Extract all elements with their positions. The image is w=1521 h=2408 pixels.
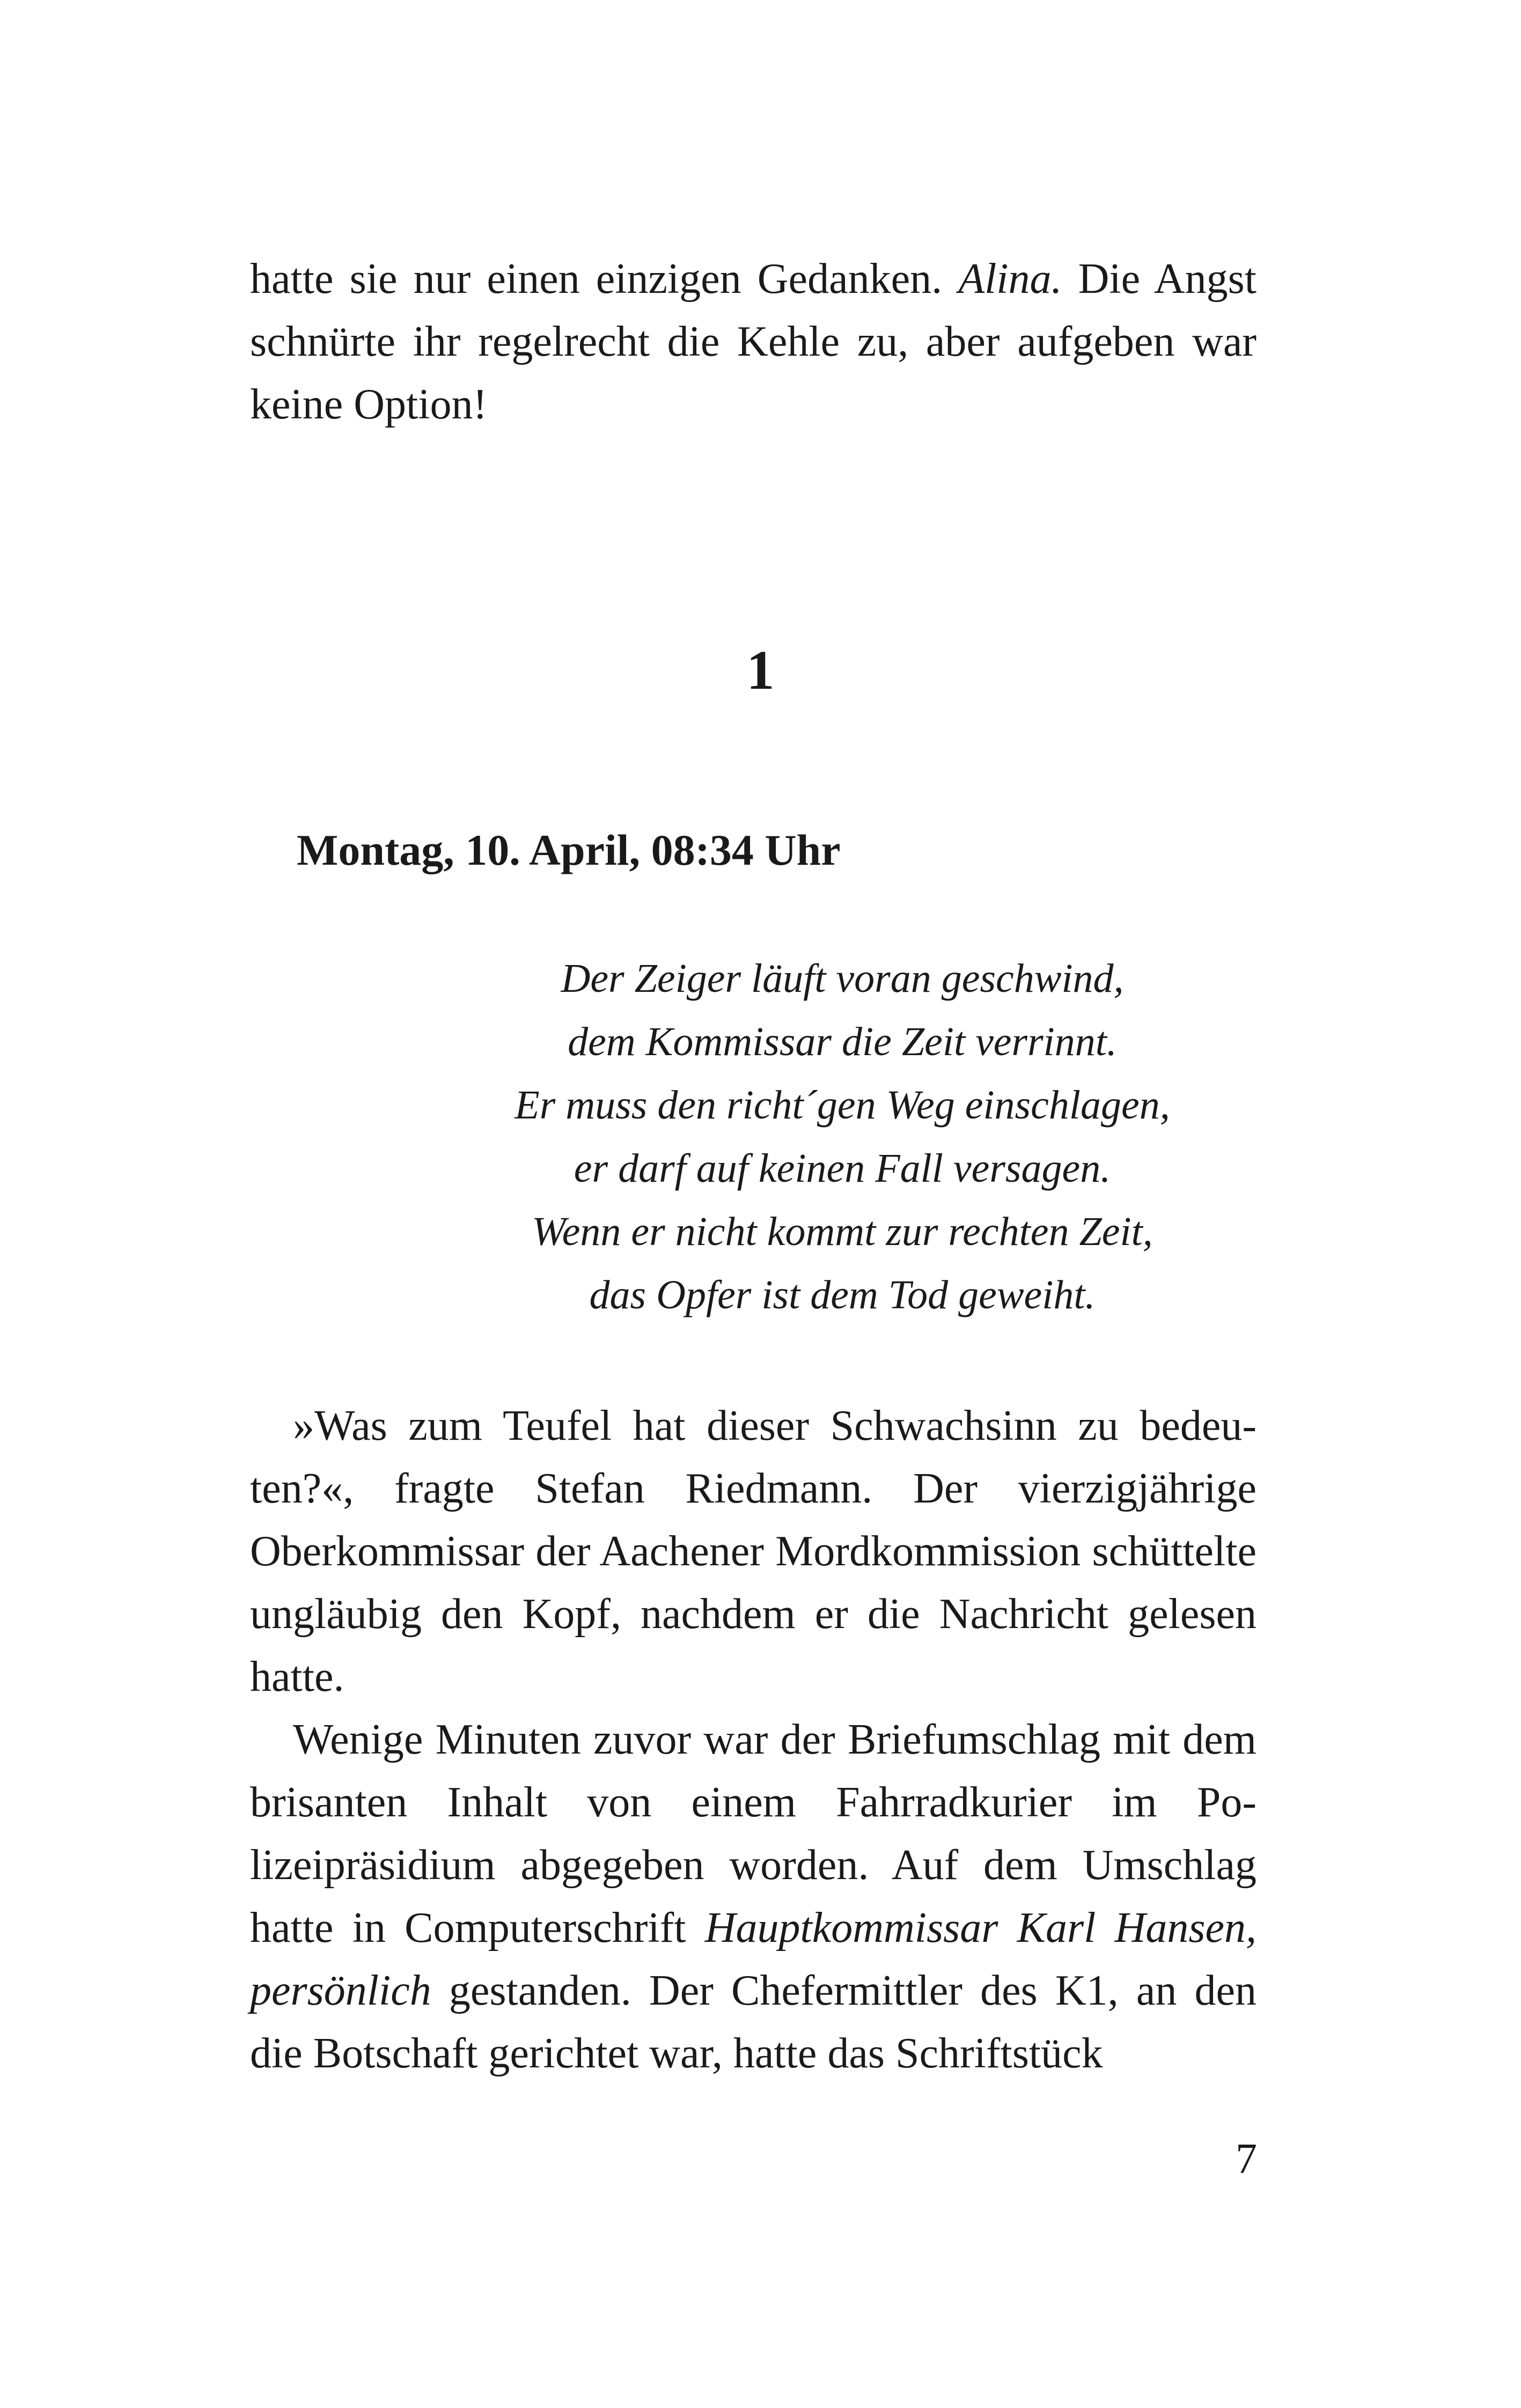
intro-name-italic: Alina. (958, 255, 1062, 303)
body-paragraph-2-end: gestanden. Der Chefermittler des K1, an den die Botschaft gerichtet war, hatte das Schriftstück (250, 1967, 1257, 2077)
chapter-number: 1 (746, 639, 775, 701)
body-paragraph-2-start: Wenige Minuten zuvor war der Briefumschlag mit dem brisanten Inhalt von einem Fahrradkurier im Polizeipräsidium abgegeben worden. Auf dem Umschlag hatte in Computerschrift (250, 1716, 1257, 1952)
intro-paragraph (250, 248, 1257, 436)
poem-line: dem Kommissar die Zeit verrinnt. (568, 1019, 1117, 1064)
intro-text-start: hatte sie nur einen einzigen Gedanken. (250, 255, 959, 303)
chapter-heading: Montag, 10. April, 08:34 Uhr (297, 826, 841, 874)
poem-line: das Opfer ist dem Tod geweiht. (589, 1272, 1096, 1317)
poem-line: Wenn er nicht kommt zur rechten Zeit, (532, 1209, 1153, 1254)
body-paragraph-2 (250, 1709, 1257, 2085)
body-paragraph-1: »Was zum Teufel hat dieser Schwachsinn zu bedeuten?«, fragte Stefan Riedmann. Der vierzigjährige Oberkommissar der Aachener Mordkommission schüttelte ungläubig den Kopf, nachdem er die Nachricht gelesen hatte. (250, 1402, 1257, 1700)
body-paragraph-2-italic: Hauptkommissar Karl Hansen, persönlich (250, 1904, 1257, 2014)
intro-text (250, 248, 1257, 436)
intro-text-end: Die Angst schnürte ihr regelrecht die Kehle zu, aber aufgeben war keine Option! (250, 255, 1257, 428)
page-number: 7 (1236, 2135, 1257, 2183)
poem-line: Der Zeiger läuft voran geschwind, (561, 956, 1124, 1001)
poem-line: er darf auf keinen Fall versagen. (574, 1146, 1111, 1191)
body-text (250, 1395, 1257, 2085)
poem (472, 947, 1213, 1327)
poem-line: Er muss den richt´gen Weg einschlagen, (515, 1083, 1170, 1128)
